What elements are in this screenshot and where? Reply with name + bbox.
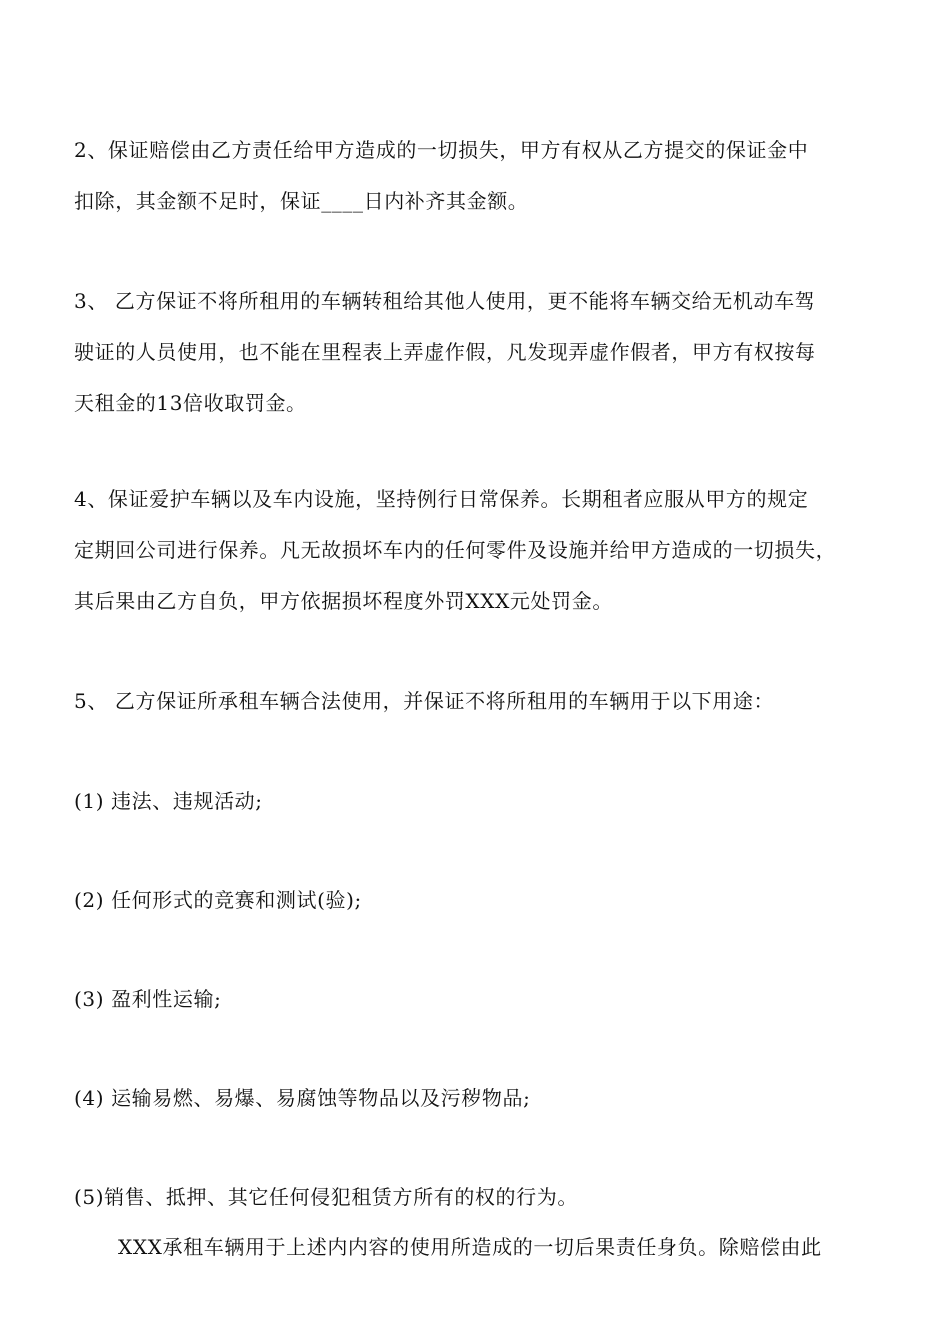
list-item-2: (2) 任何形式的竞赛和测试(验); [74, 888, 362, 912]
clause-3-line-1: 3、 乙方保证不将所租用的车辆转租给其他人使用，更不能将车辆交给无机动车驾 [74, 289, 816, 313]
clause-2-line-2: 扣除，其金额不足时，保证____日内补齐其金额。 [74, 189, 529, 213]
clause-4-line-1: 4、保证爱护车辆以及车内设施，坚持例行日常保养。长期租者应服从甲方的规定 [74, 487, 809, 511]
list-item-5: (5)销售、抵押、其它任何侵犯租赁方所有的权的行为。 [74, 1185, 578, 1209]
clause-3-line-2: 驶证的人员使用，也不能在里程表上弄虚作假，凡发现弄虚作假者，甲方有权按每 [74, 340, 816, 364]
list-item-4: (4) 运输易燃、易爆、易腐蚀等物品以及污秽物品; [74, 1086, 531, 1110]
clause-3-line-3: 天租金的13倍收取罚金。 [74, 391, 307, 415]
clause-5-line-1: 5、 乙方保证所承租车辆合法使用，并保证不将所租用的车辆用于以下用途： [74, 689, 775, 713]
clause-4-line-2: 定期回公司进行保养。凡无故损坏车内的任何零件及设施并给甲方造成的一切损失， [74, 538, 837, 562]
clause-2-line-1: 2、保证赔偿由乙方责任给甲方造成的一切损失，甲方有权从乙方提交的保证金中 [74, 138, 809, 162]
clause-4-line-3: 其后果由乙方自负，甲方依据损坏程度外罚XXX元处罚金。 [74, 589, 613, 613]
list-item-3: (3) 盈利性运输; [74, 987, 222, 1011]
closing-line-1: XXX承租车辆用于上述内内容的使用所造成的一切后果责任身负。除赔偿由此 [118, 1235, 822, 1259]
list-item-1: (1) 违法、违规活动; [74, 789, 263, 813]
